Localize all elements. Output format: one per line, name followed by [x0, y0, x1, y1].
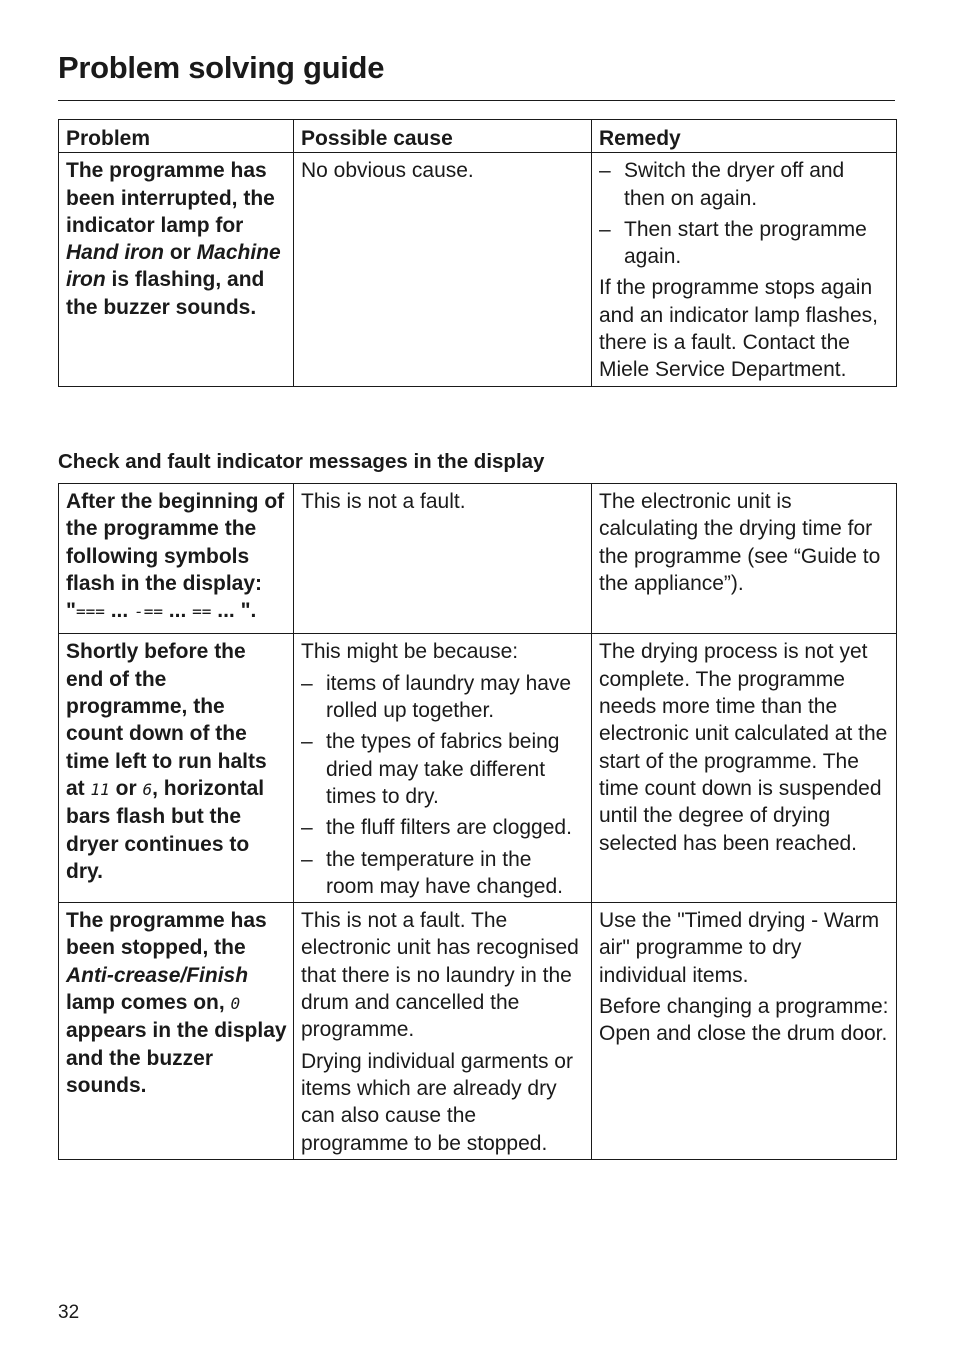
- table-row: [59, 153, 897, 386]
- problem-text: or: [164, 241, 197, 265]
- lamp-name-anti-crease: Anti-crease/Finish: [66, 963, 249, 987]
- fault-indicator-table: [58, 483, 897, 1160]
- remedy-text: If the programme stops again and an indicator lamp flashes, there is a fault. Contact the Miele Service Department.: [599, 276, 878, 382]
- page-title: Problem solving guide: [58, 50, 385, 85]
- problem-text: The programme has been stopped, the: [66, 909, 267, 960]
- header-possible-cause: Possible cause: [294, 120, 592, 153]
- problem-text: ... ".: [211, 599, 257, 623]
- remedy-text: Use the "Timed drying - Warm air" programme to dry individual items.: [599, 909, 880, 987]
- cause-intro: This might be because:: [301, 640, 519, 664]
- remedy-cell: The drying process is not yet complete. The programme needs more time than the electronic unit calculated at the start of the programme. The time count down is suspended until the degree of drying selected has been reached.: [592, 634, 897, 903]
- remedy-step: – Then start the programme again.: [599, 216, 890, 271]
- problem-text: , horizontal bars flash but the dryer continues to dry.: [66, 776, 265, 883]
- cause-text: Drying individual garments or items which are already dry can also cause the programme to be stopped.: [301, 1049, 573, 1155]
- table-row: [59, 903, 897, 1160]
- cause-cell: This is not a fault.: [294, 484, 592, 634]
- section-heading: Check and fault indicator messages in the display: [58, 450, 545, 473]
- cause-item: – the temperature in the room may have changed.: [301, 846, 585, 901]
- problem-text: Shortly before the end of the programme, the count down of the time left to run halts at: [66, 640, 267, 800]
- table-row: [59, 634, 897, 903]
- remedy-cell: [592, 153, 897, 386]
- problem-text: After the beginning of the programme the following symbols flash in the display: ": [66, 490, 285, 623]
- problem-cell: [59, 484, 294, 634]
- cause-item: – the fluff filters are clogged.: [301, 814, 585, 841]
- problem-cell: [59, 634, 294, 903]
- lamp-name-machine-iron: Machine iron: [66, 241, 281, 292]
- problem-text: is flashing, and the buzzer sounds.: [66, 268, 265, 319]
- header-remedy: Remedy: [592, 120, 897, 153]
- display-symbol: ==: [192, 602, 212, 622]
- display-symbol: -==: [134, 602, 163, 622]
- title-divider: [58, 100, 895, 101]
- lamp-name-hand-iron: Hand iron: [66, 241, 164, 265]
- display-symbol: ===: [75, 602, 105, 622]
- cause-cell: [294, 634, 592, 903]
- display-symbol: 11: [90, 779, 110, 799]
- page-number: 32: [58, 1302, 80, 1323]
- problem-cell: [59, 903, 294, 1160]
- cause-cell: [294, 903, 592, 1160]
- problem-cell: [59, 153, 294, 386]
- problem-text: or: [109, 776, 143, 800]
- cause-cell: No obvious cause.: [294, 153, 592, 386]
- remedy-step: – Switch the dryer off and then on again.: [599, 157, 890, 212]
- display-symbol: 6: [142, 779, 153, 799]
- remedy-cell: [592, 903, 897, 1160]
- problem-text: lamp comes on,: [66, 991, 231, 1015]
- remedy-cell: The electronic unit is calculating the drying time for the programme (see “Guide to the appliance”).: [592, 484, 897, 634]
- problem-table: [58, 119, 897, 387]
- cause-text: This is not a fault. The electronic unit has recognised that there is no laundry in the drum and cancelled the programme.: [301, 909, 579, 1042]
- display-symbol: 0: [230, 994, 241, 1014]
- problem-text: ...: [104, 599, 135, 623]
- header-problem: Problem: [59, 120, 294, 153]
- problem-text: appears in the display and the buzzer sounds.: [66, 1019, 287, 1097]
- cause-item: – the types of fabrics being dried may take different times to dry.: [301, 728, 585, 810]
- table-row: [59, 484, 897, 634]
- remedy-text: Before changing a programme: Open and close the drum door.: [599, 995, 889, 1046]
- problem-text: ...: [162, 599, 193, 623]
- cause-item: – items of laundry may have rolled up together.: [301, 670, 585, 725]
- problem-text: The programme has been interrupted, the indicator lamp for: [66, 159, 275, 237]
- table-header-row: [59, 120, 897, 153]
